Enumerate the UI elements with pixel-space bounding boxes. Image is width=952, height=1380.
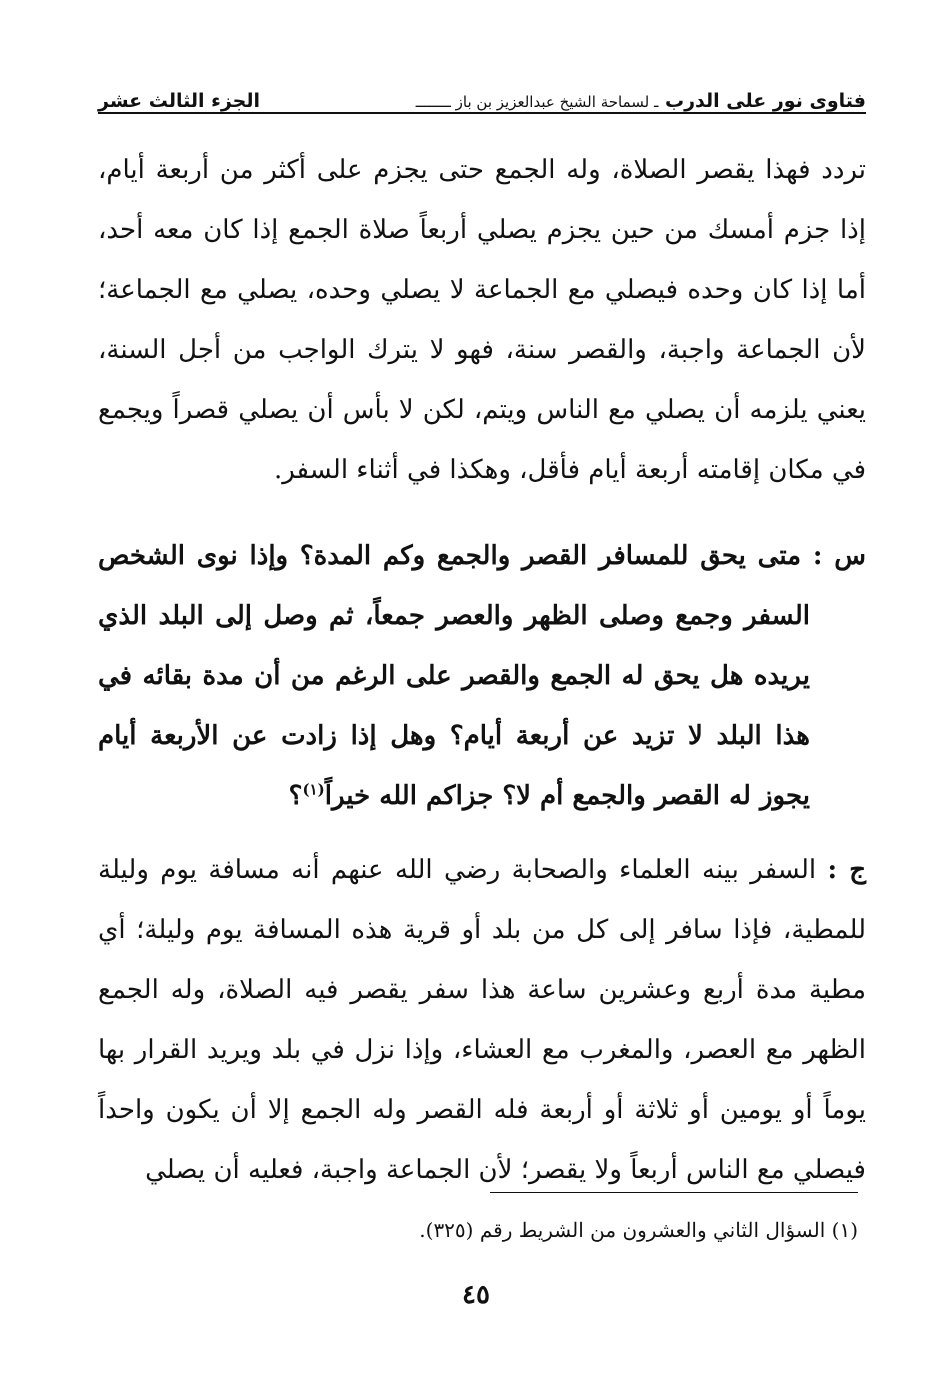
question-block bbox=[98, 526, 866, 826]
question-label: س : bbox=[812, 541, 866, 571]
question-text: متى يحق للمسافر القصر والجمع وكم المدة؟ وإذا نوى الشخص السفر وجمع وصلى الظهر والعصر جمعاً، ثم وصل إلى البلد الذي يريده هل يحق له الجمع والقصر على الرغم من أن مدة بقائه في هذا البلد لا تزيد عن أربعة أيام؟ وهل إذا زادت عن الأربعة أيام يجوز له القصر والجمع أم لا؟ جزاكم الله خيراً bbox=[98, 541, 810, 811]
page-number: ٤٥ bbox=[462, 1280, 490, 1310]
book-title-text: فتاوى نور على الدرب bbox=[665, 90, 866, 112]
book-title bbox=[416, 90, 866, 112]
footnote: (١) السؤال الثاني والعشرون من الشريط رقم (٣٢٥). bbox=[419, 1218, 858, 1242]
question-end-mark: ؟ bbox=[288, 781, 303, 811]
volume-label: الجزء الثالث عشر bbox=[98, 90, 261, 112]
running-header bbox=[98, 78, 866, 114]
author-line: ـ لسماحة الشيخ عبدالعزيز بن باز ــــــــ bbox=[415, 93, 659, 111]
answer-block bbox=[98, 840, 866, 1200]
footnote-divider bbox=[490, 1192, 858, 1193]
answer-text: السفر بينه العلماء والصحابة رضي الله عنهم أنه مسافة يوم وليلة للمطية، فإذا سافر إلى كل من بلد أو قرية هذه المسافة يوم وليلة؛ أي مطية مدة أربع وعشرين ساعة هذا سفر يقصر فيه الصلاة، وله الجمع الظهر مع العصر، والمغرب مع العشاء، وإذا نزل في بلد ويريد القرار بها يوماً أو يومين أو ثلاثة أو أربعة فله القصر وله الجمع إلا أن يكون واحداً فيصلي مع الناس أربعاً ولا يقصر؛ لأن الجماعة واجبة، فعليه أن يصلي bbox=[98, 855, 866, 1185]
answer-label: ج : bbox=[827, 855, 867, 885]
paragraph-continuation: تردد فهذا يقصر الصلاة، وله الجمع حتى يجزم على أكثر من أربعة أيام، إذا جزم أمسك من حين يجزم يصلي أربعاً صلاة الجمع إذا كان معه أحد، أما إذا كان وحده فيصلي مع الجماعة لا يصلي وحده، يصلي مع الجماعة؛ لأن الجماعة واجبة، والقصر سنة، فهو لا يترك الواجب من أجل السنة، يعني يلزمه أن يصلي مع الناس ويتم، لكن لا بأس أن يصلي قصراً ويجمع في مكان إقامته أربعة أيام فأقل، وهكذا في أثناء السفر. bbox=[98, 155, 866, 485]
footnote-reference[interactable]: (١) bbox=[302, 780, 325, 799]
body-text bbox=[98, 140, 866, 1214]
